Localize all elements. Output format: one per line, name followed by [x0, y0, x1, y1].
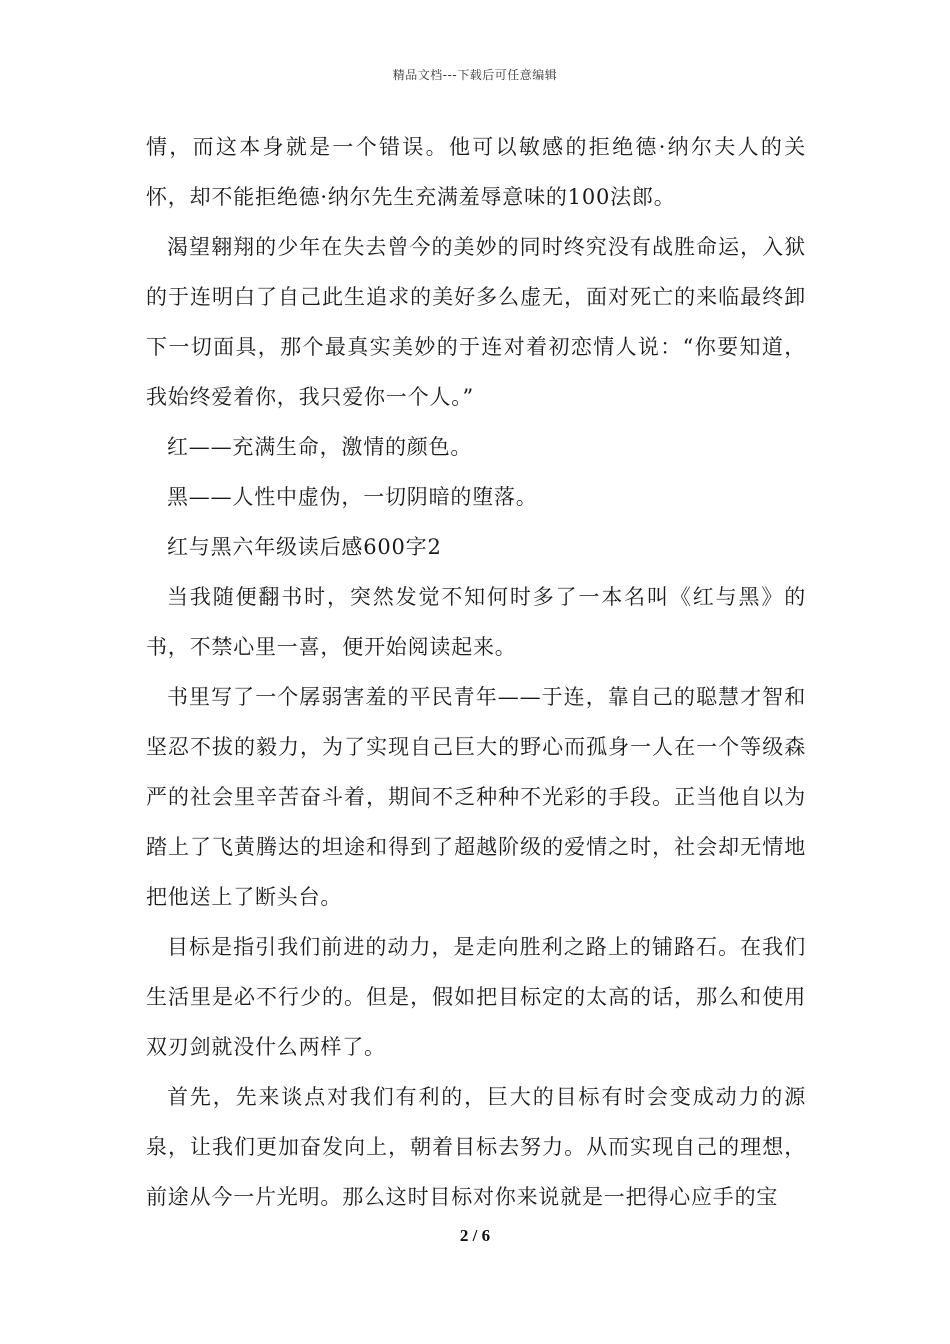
- paragraph-4: 黑——人性中虚伪，一切阴暗的堕落。: [167, 485, 538, 509]
- paragraph-9: 首先，先来谈点对我们有利的，巨大的目标有时会变成动力的源泉，让我们更加奋发向上，朝着目标去努力。从而实现自己的理想，前途从今一片光明。那么这时目标对你来说就是一把得心应手的宝: [146, 1085, 806, 1209]
- section-heading: 红与黑六年级读后感600字2: [167, 535, 442, 559]
- page-number: 2 / 6: [459, 1226, 491, 1245]
- paragraph-2: 渴望翱翔的少年在失去曾今的美妙的同时终究没有战胜命运，入狱的于连明白了自己此生追求的美好多么虚无，面对死亡的来临最终卸下一切面具，那个最真实美妙的于连对着初恋情人说：“你要知道，我始终爱着你，我只爱你一个人。”: [146, 235, 806, 409]
- paragraph-8: 目标是指引我们前进的动力，是走向胜利之路上的铺路石。在我们生活里是必不行少的。但是，假如把目标定的太高的话，那么和使用双刃剑就没什么两样了。: [146, 935, 806, 1059]
- document-body: [146, 122, 806, 1222]
- paragraph-7: 书里写了一个孱弱害羞的平民青年——于连，靠自己的聪慧才智和坚忍不拔的毅力，为了实现自己巨大的野心而孤身一人在一个等级森严的社会里辛苦奋斗着，期间不乏种种不光彩的手段。正当他自以为踏上了飞黄腾达的坦途和得到了超越阶级的爱情之时，社会却无情地把他送上了断头台。: [146, 685, 806, 909]
- page-header: 精品文档---下载后可任意编辑: [392, 68, 558, 82]
- paragraph-6: 当我随便翻书时，突然发觉不知何时多了一本名叫《红与黑》的书，不禁心里一喜，便开始阅读起来。: [146, 585, 806, 659]
- paragraph-3: 红——充满生命，激情的颜色。: [167, 435, 473, 459]
- paragraph-1: 情，而这本身就是一个错误。他可以敏感的拒绝德·纳尔夫人的关怀，却不能拒绝德·纳尔先生充满羞辱意味的100法郎。: [146, 135, 806, 209]
